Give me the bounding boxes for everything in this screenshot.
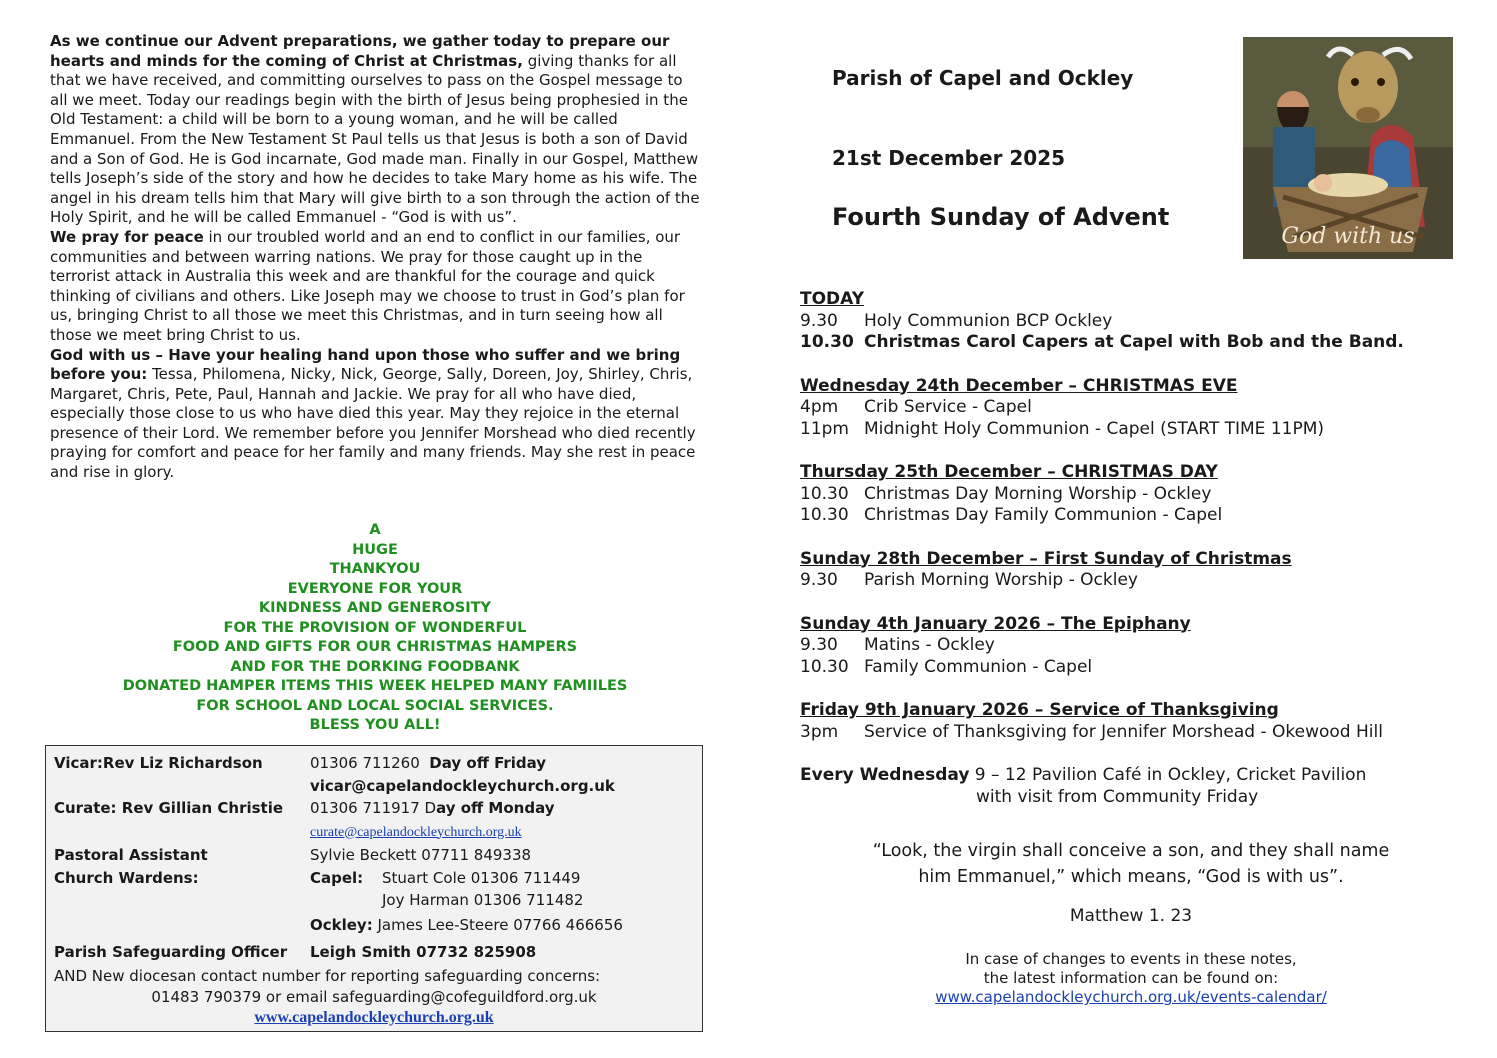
peace-body: in our troubled world and an end to conflict in our families, our communities and between warring nations. We pray for those caught up in the terrorist attack in Australia this week and are thankful for the courage and quick thinking of civilians and others. Like Joseph may we choose to trust in God’s plan for us, bringing Christ to all those we meet this Christmas, and in turn seeing how all those we meet bring Christ to us. [50, 227, 685, 344]
diocesan-contact: 01483 790379 or email safeguarding@cofeguildford.org.uk [151, 987, 597, 1006]
healing-body: Tessa, Philomena, Nicky, Nick, George, Sally, Doreen, Joy, Shirley, Chris, Margaret, Chris, Pete, Paul, Hannah and Jackie. We pray for all who have died, especially those close to us who have died this year. May they rejoice in the eternal presence of their Lord. We remember before you Jennifer Morshead who died recently praying for comfort and peace for her family and many friends. May she rest in peace and rise in glory. [50, 365, 696, 482]
service-event: Christmas Day Family Communion - Capel [864, 505, 1223, 525]
service-time: 10.30 [800, 332, 854, 352]
service-time: 10.30 [800, 483, 849, 504]
service-time: 9.30 [800, 635, 838, 655]
service-event: Family Communion - Capel [864, 656, 1093, 677]
ockley-warden: James Lee-Steere 07766 466656 [377, 915, 623, 934]
first-sunday-heading: Sunday 28th December – First Sunday of Christmas [800, 548, 1292, 569]
service-event: Matins - Ockley [864, 635, 995, 655]
diocesan-note: AND New diocesan contact number for reporting safeguarding concerns: [54, 966, 601, 985]
thankyou-line: DONATED HAMPER ITEMS THIS WEEK HELPED MANY FAMIILES [122, 678, 628, 694]
service-time: 4pm [800, 397, 839, 417]
service-event: Midnight Holy Communion - Capel (START TIME 11PM) [864, 418, 1325, 439]
service-row [800, 657, 1460, 679]
service-schedule [800, 289, 1460, 808]
contacts-box [45, 745, 703, 1032]
note-line-1: In case of changes to events in these notes, [965, 950, 1297, 968]
healing-lead: God with us – Have your healing hand upon those who suffer and we bring before you: [50, 345, 681, 384]
today-heading: TODAY [800, 289, 864, 309]
pastoral-row [54, 844, 694, 867]
intro-lead: As we continue our Advent preparations, we gather today to prepare our hearts and minds for the coming of Christ at Christmas, [50, 32, 670, 70]
service-row [800, 505, 1460, 527]
service-event: Christmas Day Morning Worship - Ockley [864, 483, 1212, 504]
service-row [800, 722, 1460, 744]
capel-label: Capel: [310, 868, 364, 887]
curate-email-row [54, 820, 694, 845]
curate-row [54, 797, 694, 820]
peace-lead: We pray for peace [50, 227, 204, 246]
quote-line-1: “Look, the virgin shall conceive a son, and they shall name [872, 841, 1390, 861]
service-time: 11pm [800, 418, 849, 439]
wardens-label: Church Wardens: [54, 868, 199, 887]
thankyou-message [50, 521, 700, 736]
every-wednesday [800, 765, 1460, 808]
service-event: Holy Communion BCP Ockley [864, 310, 1113, 331]
intro-body: giving thanks for all that we have received, and committing ourselves to pass on the Gospel message to all we meet. Today our readings begin with the birth of Jesus being prophesied in the Old Testament: a child will be born to a young woman, and he will be called Emmanuel. From the New Testament St Paul tells us that Jesus is both a son of David and a Son of God. He is God incarnate, God made man. Finally in our Gospel, Matthew tells Joseph’s side of the story and how he decides to take Mary home as his wife. The angel in his dream tells him that Mary will give birth to a son through the action of the Holy Spirit, and he will be called Emmanuel - “God is with us”. [50, 51, 700, 227]
service-row [800, 311, 1460, 333]
nativity-image [1243, 37, 1453, 259]
every-wednesday-label: Every Wednesday [800, 765, 970, 785]
thanksgiving-block [800, 700, 1460, 743]
intro-section [50, 32, 700, 483]
christmas-day-block [800, 462, 1460, 527]
thankyou-line: KINDNESS AND GENEROSITY [258, 600, 492, 616]
vicar-label: Vicar:Rev Liz Richardson [54, 754, 263, 772]
christmas-eve-block [800, 376, 1460, 441]
thankyou-line: FOOD AND GIFTS FOR OUR CHRISTMAS HAMPERS [172, 639, 578, 655]
vicar-dayoff: Day off Friday [429, 754, 547, 772]
curate-phone: 01306 711917 D [310, 799, 437, 817]
service-event: Christmas Carol Capers at Capel with Bob and the Band. [864, 332, 1404, 352]
service-row [800, 570, 1460, 592]
thankyou-line: AND FOR THE DORKING FOODBANK [230, 658, 520, 675]
note-line-2: the latest information can be found on: [983, 969, 1279, 987]
page-title: Fourth Sunday of Advent [832, 203, 1170, 231]
vicar-phone: 01306 711260 [310, 754, 420, 772]
thankyou-line: FOR THE PROVISION OF WONDERFUL [223, 619, 527, 636]
service-event: Service of Thanksgiving for Jennifer Morshead - Okewood Hill [864, 721, 1383, 742]
safeguarding-row [54, 938, 694, 966]
ockley-label: Ockley: [310, 915, 373, 934]
vicar-email-row [54, 775, 694, 798]
service-row [800, 419, 1460, 441]
curate-dayoff: ay off Monday [436, 799, 555, 817]
pastoral-label: Pastoral Assistant [54, 846, 208, 864]
vicar-row [54, 752, 694, 775]
service-event: Parish Morning Worship - Ockley [864, 570, 1138, 590]
quote-line-2: him Emmanuel,” which means, “God is with us”. [918, 867, 1344, 887]
wardens-row-2 [54, 889, 694, 912]
thankyou-line: THANKYOU [329, 561, 421, 577]
today-block [800, 289, 1460, 354]
thankyou-line: HUGE [352, 541, 398, 558]
christmas-eve-heading: Wednesday 24th December – CHRISTMAS EVE [800, 375, 1238, 396]
service-time: 9.30 [800, 570, 838, 590]
safeguarding-value: Leigh Smith 07732 825908 [310, 942, 537, 961]
service-time: 10.30 [800, 505, 849, 525]
first-sunday-block [800, 549, 1460, 592]
scripture-quote [800, 838, 1462, 890]
wardens-row [54, 867, 694, 890]
service-row [800, 397, 1460, 419]
service-row [800, 332, 1460, 354]
service-row [800, 635, 1460, 657]
curate-label: Curate: Rev Gillian Christie [54, 799, 284, 817]
curate-email-link[interactable]: curate@capelandockleychurch.org.uk [310, 824, 522, 840]
thankyou-line: BLESS YOU ALL! [309, 717, 441, 733]
vicar-email[interactable]: vicar@capelandockleychurch.org.uk [310, 776, 615, 795]
every-wednesday-detail: 9 – 12 Pavilion Café in Ockley, Cricket Pavilion [969, 765, 1367, 785]
service-row [800, 484, 1460, 506]
pastoral-value: Sylvie Beckett 07711 849338 [310, 846, 532, 864]
ockley-warden-row [54, 912, 694, 938]
events-note [800, 950, 1462, 1007]
service-date: 21st December 2025 [832, 146, 1066, 170]
service-event: Crib Service - Capel [864, 397, 1032, 417]
website-link[interactable]: www.capelandockleychurch.org.uk [254, 1008, 494, 1026]
epiphany-heading: Sunday 4th January 2026 – The Epiphany [800, 613, 1191, 634]
image-caption: God with us [1281, 224, 1415, 249]
service-time: 10.30 [800, 656, 849, 677]
safeguarding-label: Parish Safeguarding Officer [54, 942, 288, 961]
capel-warden-2: Joy Harman 01306 711482 [382, 891, 584, 909]
intro-paragraph [50, 32, 700, 483]
every-wednesday-detail-2: with visit from Community Friday [976, 786, 1259, 807]
events-calendar-link[interactable]: www.capelandockleychurch.org.uk/events-calendar/ [935, 988, 1327, 1006]
capel-warden-1: Stuart Cole 01306 711449 [382, 868, 581, 887]
thankyou-line: FOR SCHOOL AND LOCAL SOCIAL SERVICES. [196, 697, 554, 714]
thankyou-line: A [369, 522, 381, 538]
thankyou-line: EVERYONE FOR YOUR [287, 580, 463, 597]
christmas-day-heading: Thursday 25th December – CHRISTMAS DAY [800, 462, 1218, 482]
parish-name: Parish of Capel and Ockley [832, 66, 1134, 90]
epiphany-block [800, 614, 1460, 679]
thanksgiving-heading: Friday 9th January 2026 – Service of Thanksgiving [800, 700, 1279, 720]
scripture-reference: Matthew 1. 23 [1069, 906, 1193, 926]
service-time: 3pm [800, 721, 839, 742]
service-time: 9.30 [800, 310, 838, 331]
